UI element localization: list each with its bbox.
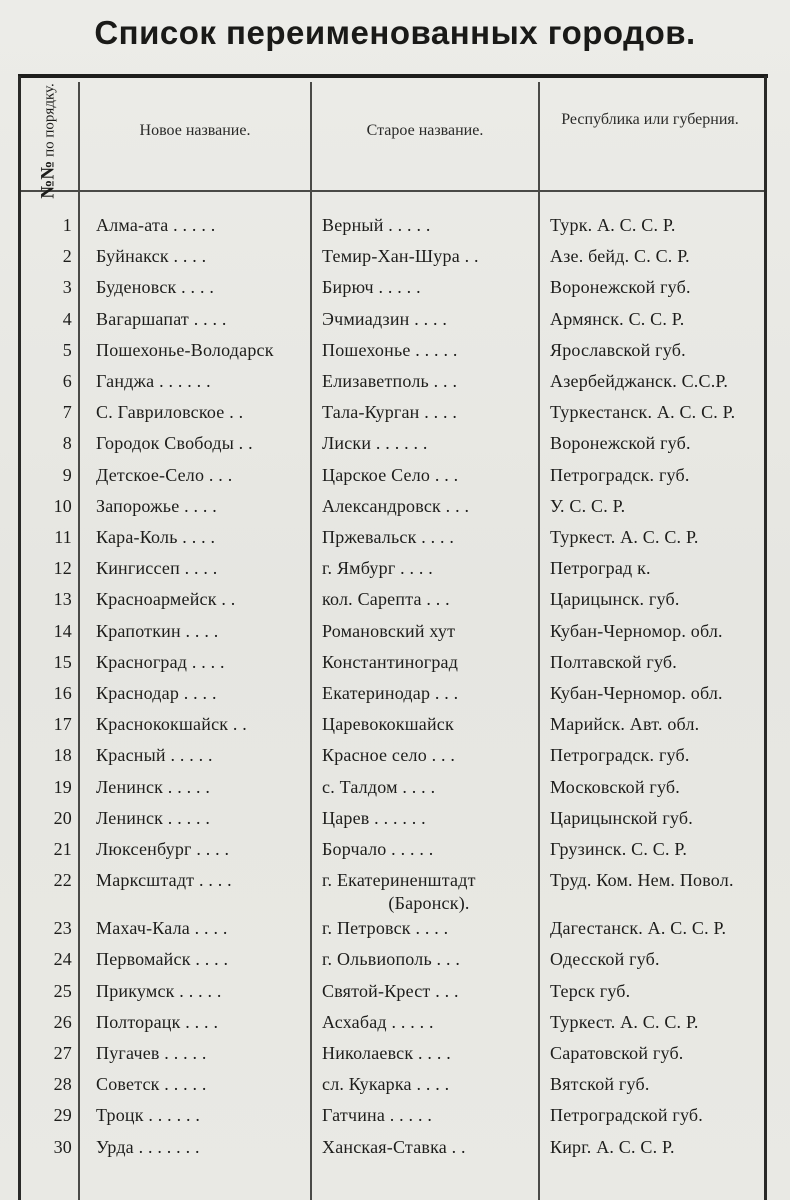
new-name-cell: Пугачев . . . . .	[96, 1043, 207, 1063]
table-row	[0, 621, 790, 652]
region-cell: Кирг. А. С. С. Р.	[550, 1136, 675, 1157]
table-row	[0, 870, 790, 914]
region-cell: Турк. А. С. С. Р.	[550, 215, 676, 235]
new-name-cell: Марксштадт . . . .	[96, 870, 232, 891]
new-name-cell: Троцк . . . . . .	[96, 1105, 201, 1126]
row-number: 28	[53, 1074, 72, 1095]
region-cell: Ярославской губ.	[550, 339, 686, 360]
row-number: 4	[62, 308, 72, 329]
old-name-cell: Николаевск . . . .	[322, 1043, 451, 1063]
row-number: 14	[53, 620, 72, 641]
table-row	[0, 589, 790, 620]
old-name-cell: сл. Кукарка . . . .	[322, 1074, 450, 1095]
region-cell: Труд. Ком. Нем. Повол.	[550, 870, 734, 891]
new-name-cell: Кара-Коль . . . .	[96, 527, 216, 547]
row-number: 17	[53, 714, 72, 735]
new-name-cell: Красноармейск . .	[96, 589, 236, 610]
old-name-cell: Гатчина . . . . .	[322, 1105, 433, 1126]
region-cell: Марийск. Авт. обл.	[550, 714, 700, 735]
row-number: 29	[53, 1105, 72, 1126]
old-name-cell: Царевококшайск	[322, 714, 454, 735]
row-number: 8	[62, 433, 72, 454]
table-row	[0, 433, 790, 464]
new-name-cell: Ленинск . . . . .	[96, 807, 211, 828]
table-row	[0, 652, 790, 683]
region-cell: Петроградск. губ.	[550, 745, 690, 766]
header-new-name: Новое название.	[139, 122, 251, 139]
table-row	[0, 714, 790, 745]
table-row	[0, 918, 790, 949]
region-cell: Туркест. А. С. С. Р.	[550, 527, 699, 547]
region-cell: Саратовской губ.	[550, 1043, 684, 1063]
old-name-cell: г. Ямбург . . . .	[322, 558, 434, 579]
new-name-cell: Детское-Село . . .	[96, 464, 233, 485]
table-row	[0, 215, 790, 246]
old-name-cell: кол. Сарепта . . .	[322, 589, 450, 610]
row-number: 5	[62, 339, 72, 360]
new-name-cell: С. Гавриловское . .	[96, 402, 244, 423]
region-cell: Кубан-Черномор. обл.	[550, 683, 723, 703]
table-row	[0, 1105, 790, 1136]
region-cell: Вятской губ.	[550, 1074, 650, 1095]
row-number: 1	[62, 215, 72, 235]
row-number: 3	[62, 277, 72, 298]
row-number: 16	[53, 683, 72, 703]
region-cell: Азербейджанск. С.С.Р.	[550, 371, 729, 391]
table-row	[0, 777, 790, 808]
table-row	[0, 1012, 790, 1043]
old-name-cell: г. Ольвиополь . . .	[322, 949, 461, 970]
new-name-cell: Первомайск . . . .	[96, 949, 229, 970]
region-cell: Кубан-Черномор. обл.	[550, 620, 723, 641]
header-region: Республика или губерния.	[561, 111, 739, 128]
old-name-cell: Бирюч . . . . .	[322, 277, 421, 298]
new-name-cell: Советск . . . . .	[96, 1074, 207, 1095]
row-number: 22	[53, 870, 72, 891]
row-number: 30	[53, 1136, 72, 1157]
row-number: 21	[53, 839, 72, 859]
header-old-name: Старое название.	[366, 122, 484, 139]
new-name-cell: Буденовск . . . .	[96, 277, 215, 298]
row-number: 19	[53, 776, 72, 797]
table-row	[0, 465, 790, 496]
old-name-cell: Борчало . . . . .	[322, 839, 434, 859]
top-rule	[18, 74, 768, 78]
old-name-cell: с. Талдом . . . .	[322, 776, 436, 797]
table-row	[0, 527, 790, 558]
region-cell: Терск губ.	[550, 980, 631, 1001]
new-name-cell: Вагаршапат . . . .	[96, 308, 227, 329]
header-bottom-rule	[21, 190, 764, 192]
region-cell: Азе. бейд. С. С. Р.	[550, 246, 690, 267]
old-name-cell: Лиски . . . . . .	[322, 433, 428, 454]
old-name-cell: г. Петровск . . . .	[322, 918, 449, 939]
region-cell: Дагестанск. А. С. С. Р.	[550, 918, 727, 939]
old-name-cell: Екатеринодар . . .	[322, 683, 459, 703]
old-name-cell: Елизаветполь . . .	[322, 371, 458, 391]
old-name-cell: Ханская-Ставка . .	[322, 1136, 466, 1157]
table-row	[0, 839, 790, 870]
old-name-cell: Пошехонье . . . . .	[322, 339, 458, 360]
region-cell: Московской губ.	[550, 776, 680, 797]
region-cell: Петроградск. губ.	[550, 464, 690, 485]
old-name-cell: Тала-Курган . . . .	[322, 402, 458, 423]
new-name-cell: Прикумск . . . . .	[96, 980, 222, 1001]
row-number: 27	[53, 1043, 72, 1063]
new-name-cell: Полторацк . . . .	[96, 1011, 219, 1032]
old-name-cell: Пржевальск . . . .	[322, 527, 455, 547]
region-cell: Грузинск. С. С. Р.	[550, 839, 688, 859]
region-cell: Царицынской губ.	[550, 807, 693, 828]
region-cell: Одесской губ.	[550, 949, 660, 970]
new-name-cell: Люксенбург . . . .	[96, 839, 230, 859]
old-name-cell: Царское Село . . .	[322, 464, 459, 485]
old-name-cell: Темир-Хан-Шура . .	[322, 246, 479, 267]
new-name-cell: Махач-Кала . . . .	[96, 918, 228, 939]
row-number: 24	[53, 949, 72, 970]
row-number: 10	[53, 495, 72, 516]
region-cell: Воронежской губ.	[550, 433, 691, 454]
table-row	[0, 558, 790, 589]
region-cell: Армянск. С. С. Р.	[550, 308, 685, 329]
new-name-cell: Пошехонье-Володарск	[96, 339, 274, 360]
old-name-cell: Константиноград	[322, 651, 459, 672]
new-name-cell: Урда . . . . . . .	[96, 1136, 200, 1157]
new-name-cell: Краснококшайск . .	[96, 714, 248, 735]
row-number: 13	[53, 589, 72, 610]
new-name-cell: Красноград . . . .	[96, 651, 225, 672]
table-row	[0, 1074, 790, 1105]
new-name-cell: Краснодар . . . .	[96, 683, 217, 703]
table-row	[0, 808, 790, 839]
header-number	[28, 83, 70, 199]
table-row	[0, 949, 790, 980]
new-name-cell: Ленинск . . . . .	[96, 776, 211, 797]
row-number: 7	[62, 402, 72, 423]
row-number: 20	[53, 807, 72, 828]
table-row	[0, 683, 790, 714]
table-row	[0, 1137, 790, 1168]
new-name-cell: Кингиссеп . . . .	[96, 558, 218, 579]
new-name-cell: Алма-ата . . . . .	[96, 215, 216, 235]
new-name-cell: Запорожье . . . .	[96, 495, 217, 516]
old-name-cell: Верный . . . . .	[322, 215, 431, 235]
new-name-cell: Ганджа . . . . . .	[96, 371, 211, 391]
new-name-cell: Буйнакск . . . .	[96, 246, 207, 267]
row-number: 25	[53, 980, 72, 1001]
table-row	[0, 246, 790, 277]
region-cell: Петроград к.	[550, 558, 651, 579]
table-row	[0, 371, 790, 402]
new-name-cell: Красный . . . . .	[96, 745, 213, 766]
new-name-cell: Городок Свободы . .	[96, 433, 253, 454]
old-name-cell: г. Екатериненштадт	[322, 870, 476, 891]
new-name-cell: Крапоткин . . . .	[96, 620, 219, 641]
table-row	[0, 981, 790, 1012]
table-row	[0, 745, 790, 776]
table-row	[0, 277, 790, 308]
table-row	[0, 1043, 790, 1074]
page-title: Список переименованных городов.	[94, 14, 696, 51]
region-cell: Туркест. А. С. С. Р.	[550, 1011, 699, 1032]
old-name-cell: Святой-Крест . . .	[322, 980, 459, 1001]
table-row	[0, 496, 790, 527]
row-number: 26	[53, 1011, 72, 1032]
header-number-label: №№ по порядку.	[37, 83, 59, 199]
row-number: 23	[53, 918, 72, 939]
old-name-cell: Царев . . . . . .	[322, 807, 426, 828]
region-cell: Воронежской губ.	[550, 277, 691, 298]
region-cell: Туркестанск. А. С. С. Р.	[550, 402, 736, 423]
row-number: 18	[53, 745, 72, 766]
row-number: 15	[53, 651, 72, 672]
row-number: 12	[53, 558, 72, 579]
region-cell: Полтавской губ.	[550, 651, 677, 672]
old-name-cell: Александровск . . .	[322, 495, 470, 516]
row-number: 11	[54, 527, 72, 547]
region-cell: Петроградской губ.	[550, 1105, 703, 1126]
row-number: 9	[62, 464, 72, 485]
old-name-cell: Эчмиадзин . . . .	[322, 308, 448, 329]
old-name-cell: Романовский хут	[322, 620, 456, 641]
table-row	[0, 340, 790, 371]
old-name-cell-continued: (Баронск).	[388, 893, 470, 914]
table-row	[0, 309, 790, 340]
row-number: 6	[62, 371, 72, 391]
old-name-cell: Красное село . . .	[322, 745, 456, 766]
row-number: 2	[62, 246, 72, 267]
table-row	[0, 402, 790, 433]
region-cell: У. С. С. Р.	[550, 495, 626, 516]
old-name-cell: Асхабад . . . . .	[322, 1011, 434, 1032]
region-cell: Царицынск. губ.	[550, 589, 680, 610]
